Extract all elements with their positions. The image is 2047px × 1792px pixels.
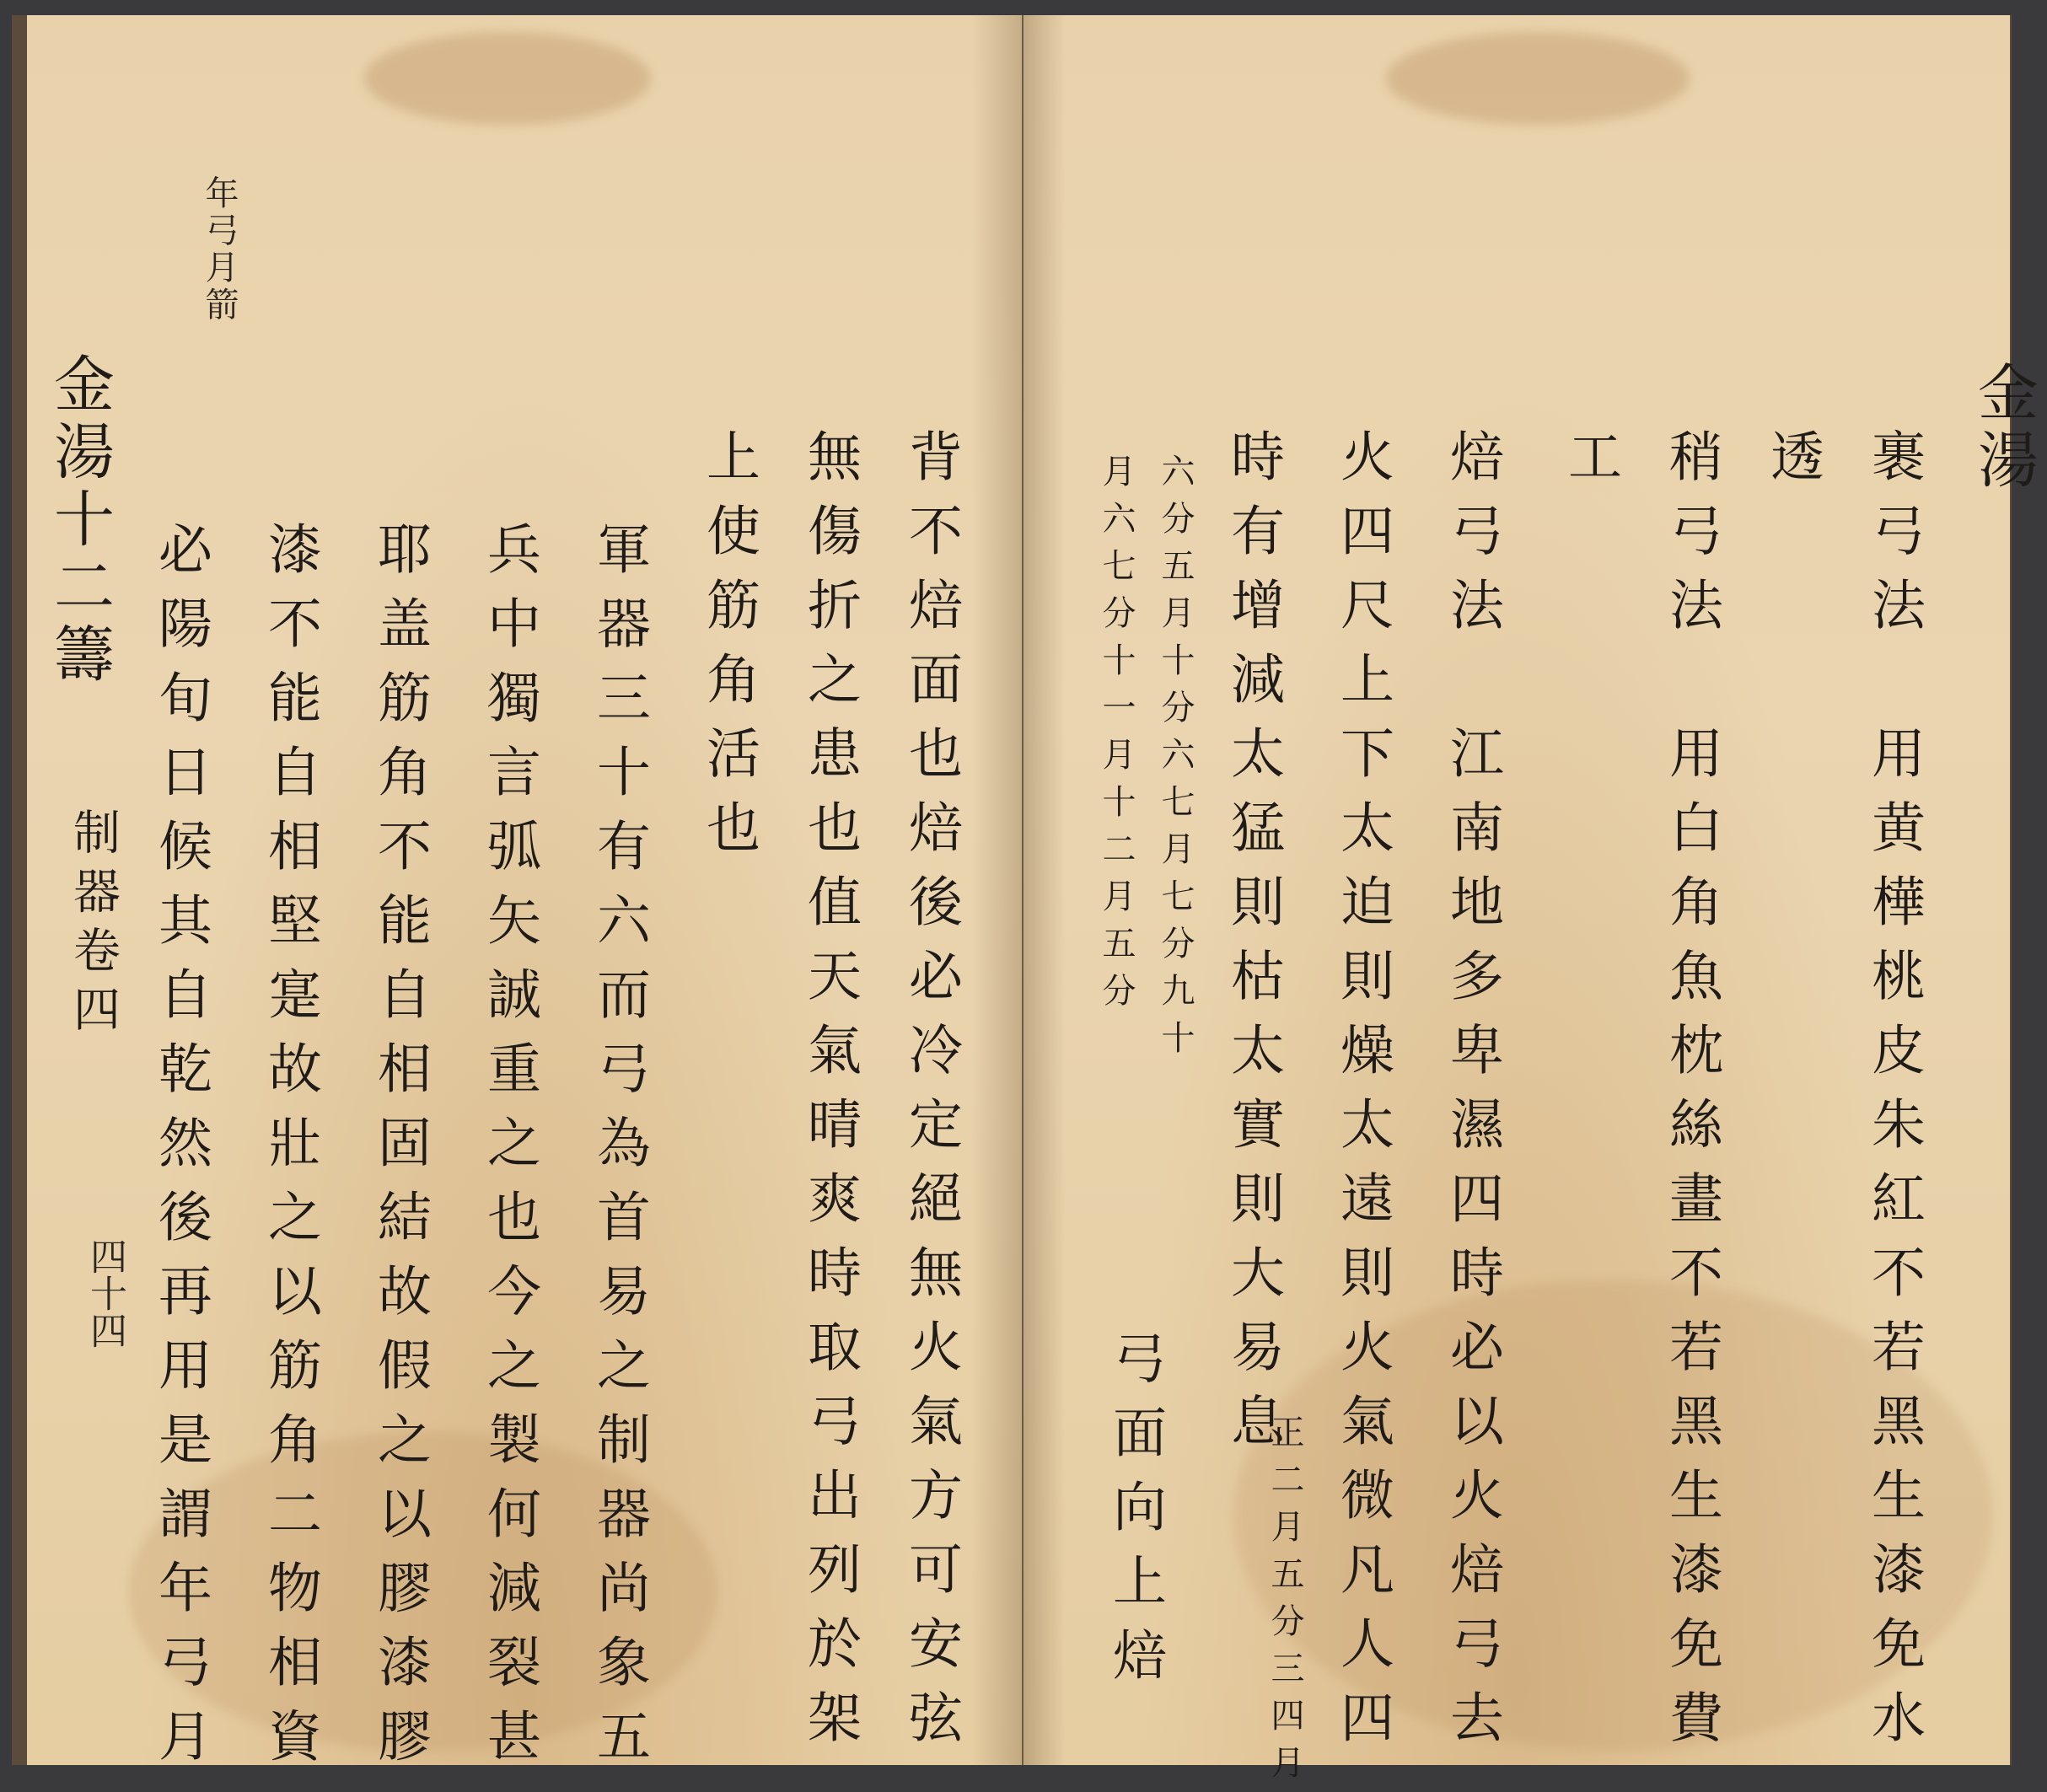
note-column: 六分五月十分六七月七分九十: [1156, 453, 1195, 1067]
text-column: 月六七分十一月十二月五分: [1097, 453, 1136, 1020]
text-column: 稍弓法 用白角魚枕絲畫不若黑生漆免費: [1660, 428, 1722, 1763]
text-column: 兵中獨言弧矢誠重之也今之製何減裂甚: [478, 521, 540, 1782]
edge-title: 金湯十二籌: [44, 352, 115, 689]
text-column: 裹弓法 用黄樺桃皮朱紅不若黑生漆免水: [1862, 428, 1925, 1763]
text-column: 漆不能自相堅寔故壯之以筋角二物相資: [259, 521, 321, 1782]
open-book: [12, 15, 2039, 1792]
note-column: 正二月五分三四月: [1265, 1414, 1304, 1792]
water-stain: [1386, 32, 1690, 125]
margin-note: 年弓月箭: [200, 175, 239, 324]
note-column: 弓面向上焙: [1104, 1330, 1166, 1701]
text-column: 焙弓法 江南地多卑濕四時必以火焙弓去: [1441, 428, 1503, 1763]
text-column: 必陽旬日候其自乾然後再用是謂年弓月: [149, 521, 212, 1782]
book-edge-left: [12, 15, 27, 1765]
text-column: 無傷折之患也值天氣晴爽時取弓出列於架: [798, 428, 861, 1763]
text-column: 火四尺上下太迫則燥太遠則火氣微凡人四: [1331, 428, 1394, 1763]
text-column: 時有增減太猛則枯太實則大易息: [1222, 428, 1284, 1467]
text-column: 透: [1761, 428, 1824, 502]
left-page: [27, 15, 1022, 1782]
folio-number: 四十四: [83, 1237, 126, 1349]
right-page: [1024, 15, 2039, 1792]
edge-title: 金湯: [1968, 361, 2039, 496]
text-column: 上使筋角活也: [697, 428, 760, 873]
text-column: 背不焙面也焙後必冷定絕無火氣方可安弦: [900, 428, 962, 1763]
section-label: 制器卷四: [66, 807, 121, 1044]
water-stain: [364, 32, 651, 125]
text-column: 工: [1559, 428, 1621, 502]
text-column: 軍器三十有六而弓為首易之制器尚象五: [588, 521, 650, 1782]
text-column: 耶盖筋角不能自相固結故假之以膠漆膠: [368, 521, 431, 1782]
